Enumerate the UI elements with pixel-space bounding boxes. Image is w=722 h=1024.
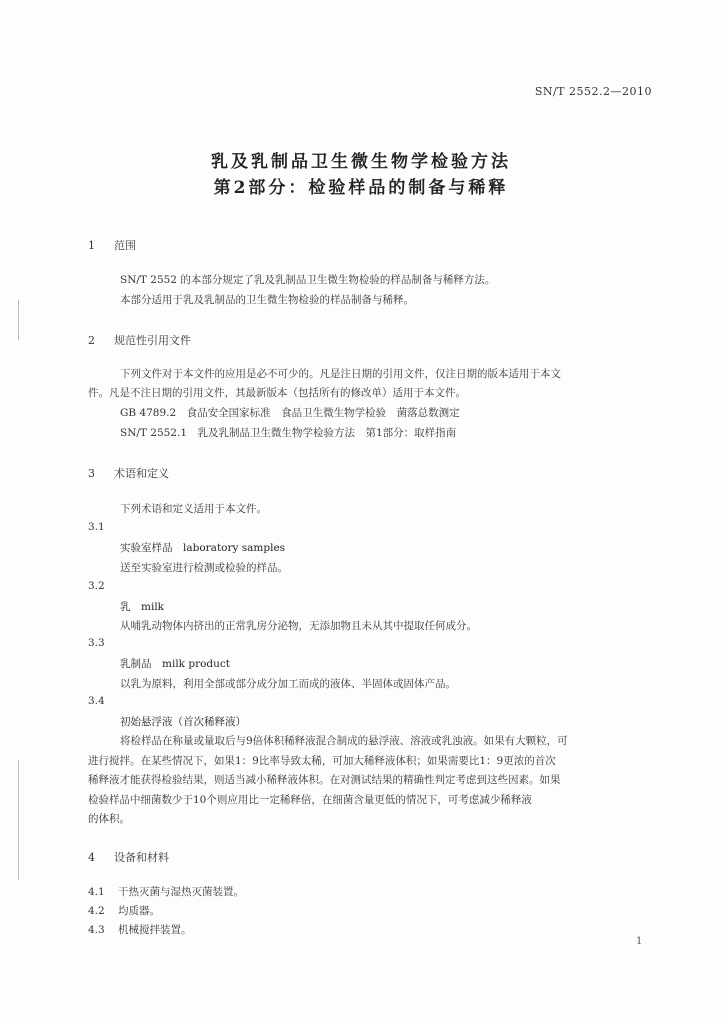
term-number: 3.3 [88,637,105,649]
term-number: 3.2 [88,580,105,592]
scope-paragraph-1: SN/T 2552 的本部分规定了乳及乳制品卫生微生物检验的样品制备与稀释方法。 [120,274,496,286]
page-number: 1 [636,936,643,947]
term-definition-line: 检验样品中细菌数少于10个则应用比一定稀释倍，在细菌含量更低的情况下，可考虑减少稀释液 [88,794,532,806]
term-name: 乳 milk [120,601,165,613]
equipment-item [88,884,244,899]
item-number: 4.1 [88,886,105,898]
normative-paragraph-line1: 下列文件对于本文件的应用是必不可少的。凡是注日期的引用文件，仅注日期的版本适用于本文 [120,368,561,380]
item-text: 机械搅拌装置。 [118,924,192,936]
item-number: 4.2 [88,905,105,917]
term-name: 乳制品 milk product [120,658,231,670]
section-number: 3 [88,467,95,480]
section-title: 范围 [114,239,136,252]
document-title-line2: 第2部分：检验样品的制备与稀释 [213,178,509,198]
term-definition-line: 进行搅拌。在某些情况下，如果1：9比率导致太稀，可加大稀释液体积；如果需要比1：9更浓的首次 [88,755,556,767]
term-definition-line: 将检样品在称量或量取后与9倍体积稀释液混合制成的悬浮液、溶液或乳浊液。如果有大颗粒，可 [120,735,568,747]
term-definition: 从哺乳动物体内挤出的正常乳房分泌物，无添加物且未从其中提取任何成分。 [120,620,477,632]
section-heading-2 [88,332,191,348]
item-text: 均质器。 [118,905,160,917]
section-heading-3 [88,465,169,481]
terms-intro: 下列术语和定义适用于本文件。 [120,503,267,515]
item-number: 4.3 [88,924,105,936]
scan-margin-mark [18,300,19,340]
section-title: 设备和材料 [114,851,169,864]
standard-code: SN/T 2552.2—2010 [534,85,652,98]
normative-paragraph-line2: 件。凡是不注日期的引用文件，其最新版本（包括所有的修改单）适用于本文件。 [88,387,466,399]
section-title: 规范性引用文件 [114,334,191,347]
section-number: 2 [88,334,95,347]
reference-snt-2552-1: SN/T 2552.1 乳及乳制品卫生微生物学检验方法 第1部分：取样指南 [120,427,457,439]
term-name: 初始悬浮液（首次稀释液） [120,716,246,728]
equipment-item [88,903,160,918]
item-text: 干热灭菌与湿热灭菌装置。 [118,886,244,898]
equipment-item [88,922,192,937]
term-number: 3.4 [88,695,105,707]
term-definition: 送至实验室进行检测或检验的样品。 [120,562,288,574]
section-title: 术语和定义 [114,467,169,480]
term-definition-line: 稀释液才能获得检验结果，则适当减小稀释液体积。在对测试结果的精确性判定考虑到这些因素。如果 [88,774,561,786]
section-number: 1 [88,239,95,252]
section-heading-1 [88,237,136,253]
term-definition: 以乳为原料，利用全部或部分成分加工而成的液体、半固体或固体产品。 [120,678,456,690]
term-definition-line: 的体积。 [88,813,130,825]
term-number: 3.1 [88,521,105,533]
term-name: 实验室样品 laboratory samples [120,542,286,554]
section-heading-4 [88,849,169,865]
section-number: 4 [88,851,95,864]
scope-paragraph-2: 本部分适用于乳及乳制品的卫生微生物检验的样品制备与稀释。 [120,294,414,306]
scan-margin-mark [18,760,19,880]
reference-gb-4789-2: GB 4789.2 食品安全国家标准 食品卫生微生物学检验 菌落总数测定 [120,407,460,419]
document-title-line1: 乳及乳制品卫生微生物学检验方法 [211,152,511,172]
